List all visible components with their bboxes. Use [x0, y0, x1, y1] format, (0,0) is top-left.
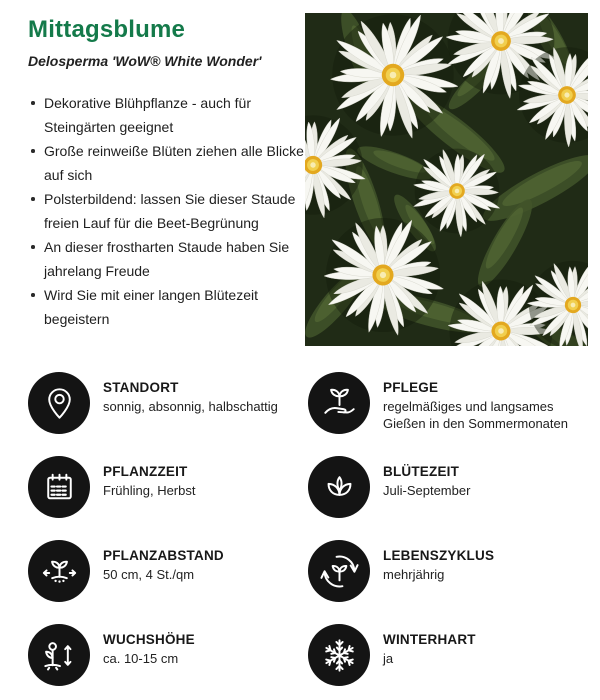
attribute-wuchshoehe	[28, 624, 308, 686]
feature-item: Wird Sie mit einer langen Blütezeit begeistern	[44, 283, 304, 331]
attribute-pflanzzeit	[28, 456, 308, 518]
plant-height-icon	[28, 624, 90, 686]
attribute-label: WINTERHART	[383, 632, 476, 647]
plant-photo	[305, 13, 588, 346]
feature-item: Polsterbildend: lassen Sie dieser Staude freien Lauf für die Beet-Begrünung	[44, 187, 304, 235]
attribute-label: STANDORT	[103, 380, 179, 395]
attribute-value: regelmäßiges und langsames Gießen in den Sommermonaten	[383, 399, 568, 431]
page-title: Mittagsblume	[28, 16, 186, 43]
attribute-label: BLÜTEZEIT	[383, 464, 460, 479]
plant-info-panel	[28, 16, 308, 331]
feature-item: Große reinweiße Blüten ziehen alle Blicke auf sich	[44, 139, 304, 187]
feature-item: Dekorative Blühpflanze - auch für Steingärten geeignet	[44, 91, 304, 139]
life-cycle-icon	[308, 540, 370, 602]
attribute-winterhart	[308, 624, 580, 686]
attribute-label: PFLANZABSTAND	[103, 548, 224, 563]
attribute-value: ca. 10-15 cm	[103, 651, 179, 666]
hand-plant-icon	[308, 372, 370, 434]
attribute-value: sonnig, absonnig, halbschattig	[103, 399, 278, 414]
attribute-value: Juli-September	[383, 483, 471, 498]
feature-item: An dieser frostharten Staude haben Sie jahrelang Freude	[44, 235, 304, 283]
attribute-value: 50 cm, 4 St./qm	[103, 567, 195, 582]
attribute-value: mehrjährig	[383, 567, 445, 582]
attribute-pflege	[308, 372, 580, 434]
attribute-label: PFLANZZEIT	[103, 464, 188, 479]
attribute-value: Frühling, Herbst	[103, 483, 196, 498]
attribute-label: PFLEGE	[383, 380, 439, 395]
attribute-lebenszyklus	[308, 540, 580, 602]
attribute-label: LEBENSZYKLUS	[383, 548, 495, 563]
attribute-value: ja	[383, 651, 394, 666]
seedling-spacing-icon	[28, 540, 90, 602]
attribute-bluetezeit	[308, 456, 580, 518]
attribute-label: WUCHSHÖHE	[103, 632, 195, 647]
snowflake-icon	[308, 624, 370, 686]
feature-list	[28, 91, 304, 331]
attribute-standort	[28, 372, 308, 434]
attribute-grid	[28, 372, 588, 686]
location-pin-icon	[28, 372, 90, 434]
botanical-name: Delosperma 'WoW® White Wonder'	[28, 53, 262, 69]
calendar-icon	[28, 456, 90, 518]
attribute-pflanzabstand	[28, 540, 308, 602]
lotus-flower-icon	[308, 456, 370, 518]
